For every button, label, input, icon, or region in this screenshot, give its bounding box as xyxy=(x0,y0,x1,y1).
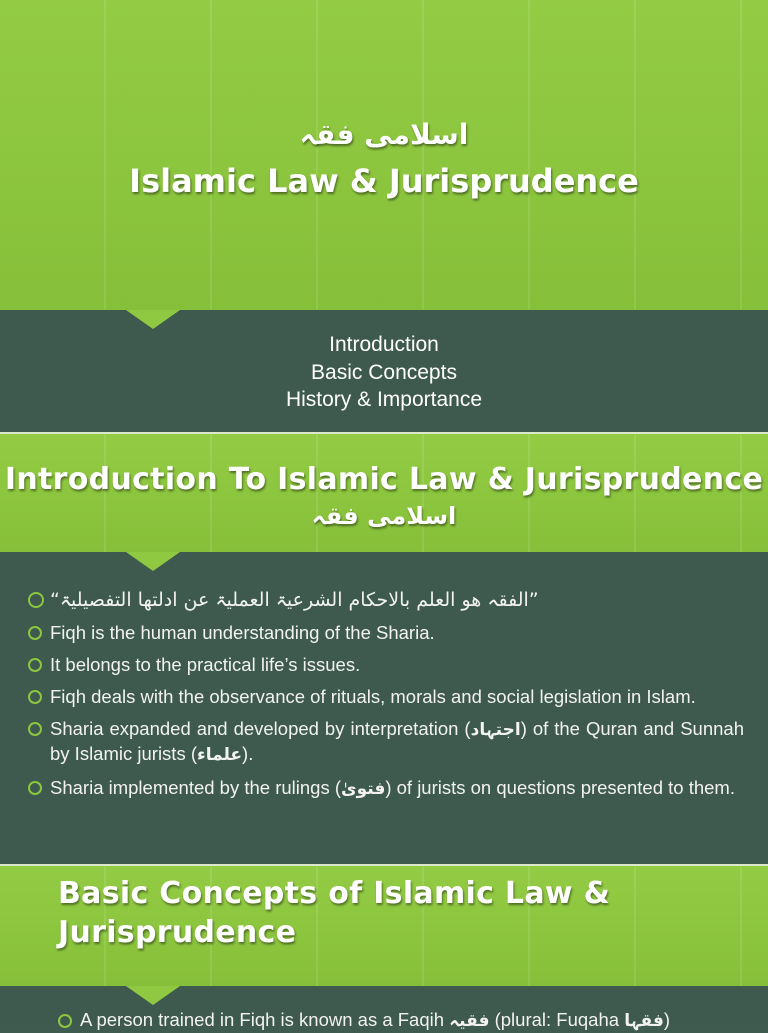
slide3-title xyxy=(58,874,678,952)
bullet-text: ) of jurists on questions presented to them. xyxy=(385,777,735,798)
bullet-text: Fiqh deals with the observance of rituals, morals and social legislation in Islam. xyxy=(50,686,696,707)
slide2-title-urdu: اسلامی فقہ xyxy=(311,502,457,530)
bullet-text: Fiqh is the human understanding of the Sharia. xyxy=(50,622,435,643)
bullet-fiqh-understanding xyxy=(28,621,744,644)
slide1-title-urdu: اسلامی فقہ xyxy=(299,118,469,151)
outline-item-basic-concepts: Basic Concepts xyxy=(311,360,457,384)
bullet-circle-icon xyxy=(28,658,42,672)
outline-item-introduction: Introduction xyxy=(329,333,439,356)
slide2-notch xyxy=(126,552,180,571)
slide1-outline xyxy=(0,331,768,414)
bullet-sharia-expanded xyxy=(28,717,744,767)
bullet-circle-icon xyxy=(28,722,42,736)
slide3-notch xyxy=(126,986,180,1005)
arabic-term-fuqaha: فقہا xyxy=(624,1011,664,1031)
slide1-notch xyxy=(126,310,180,329)
slide2-bullet-list xyxy=(28,588,744,810)
bullet-text: ) of the Quran and Sunnah by Islamic jurists ( xyxy=(50,718,744,764)
bullet-text: A person trained in Fiqh is known as a Faqih xyxy=(80,1009,450,1030)
bullet-circle-icon xyxy=(28,690,42,704)
slide2-title: Introduction To Islamic Law & Jurisprudence xyxy=(4,462,764,497)
bullet-circle-icon xyxy=(28,626,42,640)
slide1-title-band xyxy=(0,0,768,310)
bullet-text: Sharia implemented by the rulings ( xyxy=(50,777,342,798)
bullet-faqih xyxy=(58,1008,768,1033)
bullet-text: ). xyxy=(242,743,254,764)
slide3-title-line1: Basic Concepts of Islamic Law & xyxy=(58,876,611,911)
arabic-term-faqih: فقیہ xyxy=(449,1011,490,1031)
outline-item-history: History & Importance xyxy=(285,388,483,411)
bullet-text: ) xyxy=(663,1009,671,1030)
bullet-circle-icon xyxy=(58,1014,72,1028)
bullet-circle-icon xyxy=(28,781,42,795)
quote-line xyxy=(50,589,539,611)
quote-open: “ xyxy=(50,589,60,611)
arabic-term-ulama: علماء xyxy=(197,745,243,765)
bullet-practical-life xyxy=(28,653,744,676)
quote-arabic: الفقہ ھو العلم بالاحکام الشرعیۃ العملیۃ عن ادلتھا التفصیلیۃ xyxy=(59,589,529,611)
bullet-circle-icon xyxy=(28,592,44,608)
arabic-term-fatwa: فتویٰ xyxy=(341,779,386,799)
arabic-term-ijtihad: اجتہاد xyxy=(470,720,521,740)
bullet-text: It belongs to the practical life’s issues. xyxy=(50,654,361,675)
quote-close: ” xyxy=(528,589,539,611)
bullet-text: Sharia expanded and developed by interpretation ( xyxy=(50,718,471,739)
bullet-definition-quote xyxy=(28,588,744,612)
slide1-title: Islamic Law & Jurisprudence xyxy=(129,162,639,200)
bullet-sharia-implemented xyxy=(28,776,744,801)
bullet-text: (plural: Fuqaha xyxy=(489,1009,625,1030)
bullet-fiqh-deals xyxy=(28,685,744,708)
slide3-title-line2: Jurisprudence xyxy=(58,915,297,950)
